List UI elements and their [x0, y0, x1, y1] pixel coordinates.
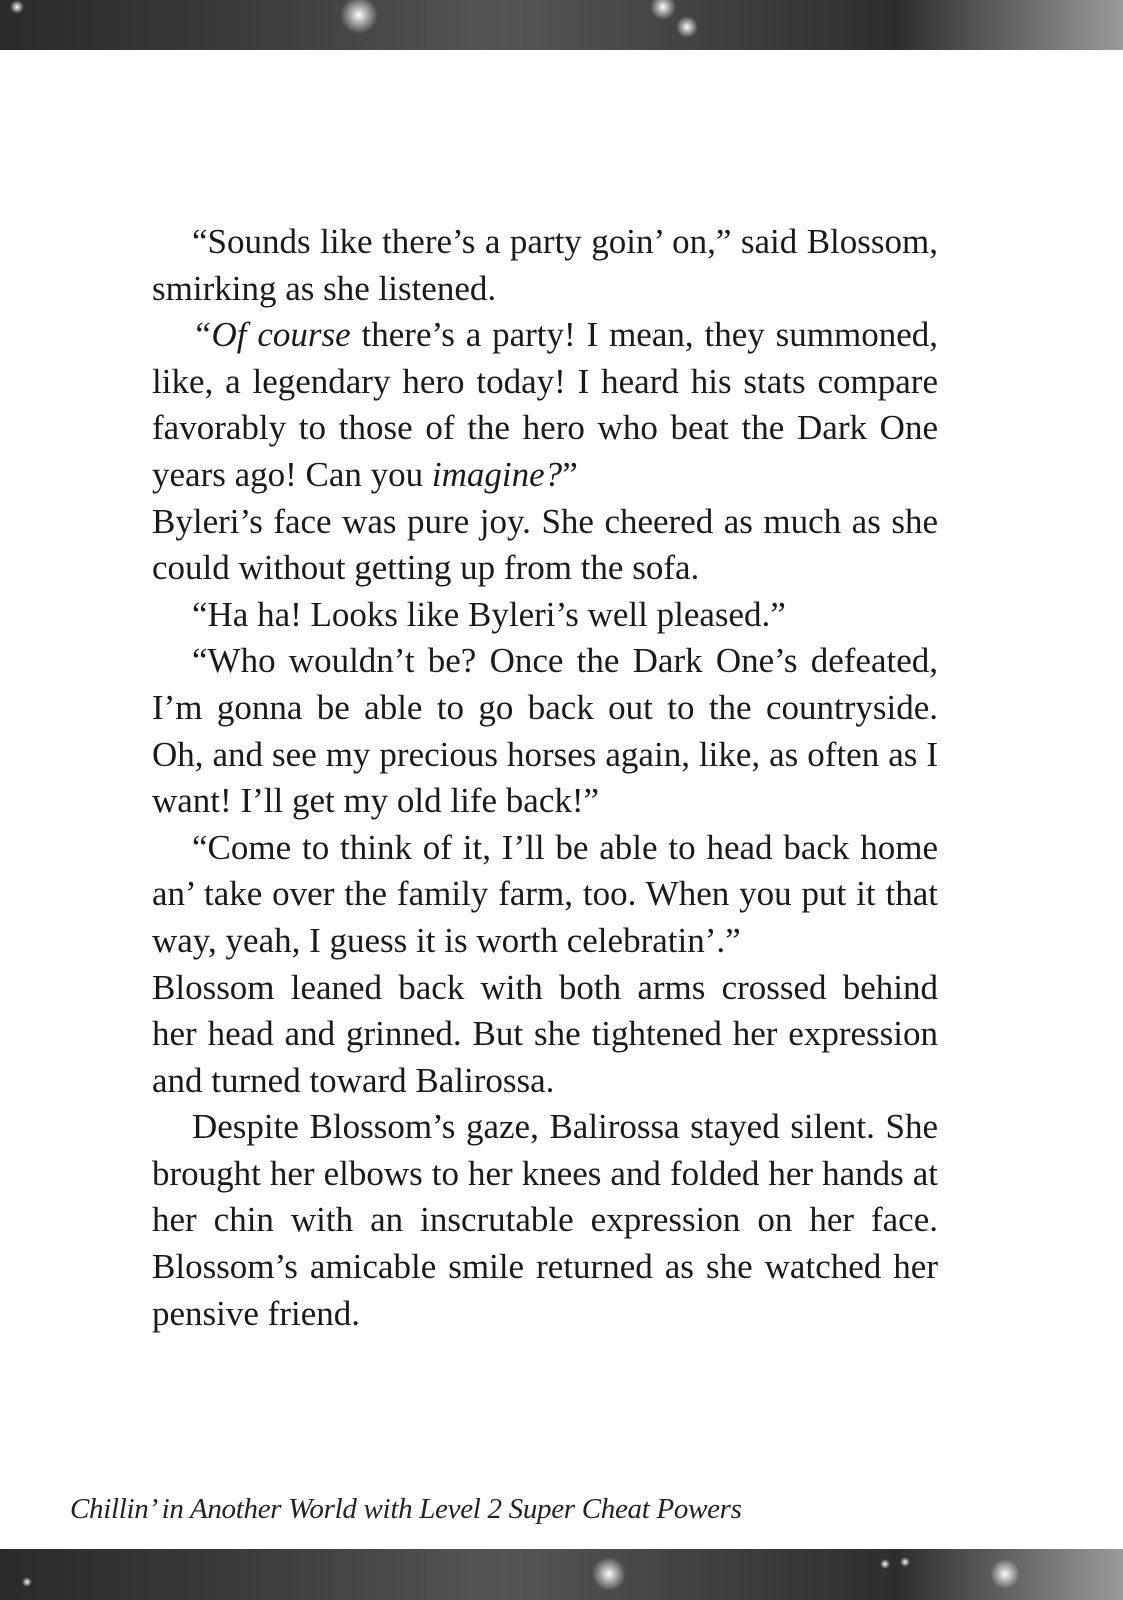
sparkle-decoration	[650, 0, 676, 20]
paragraph-text: “Who wouldn’t be? Once the Dark One’s defeated, I’m gonna be able to go back out to the countryside. Oh, and see my precious horses again, like, as often as I want! I’ll get my old life back!”	[152, 641, 938, 821]
emphasis-text: “Of course	[192, 315, 351, 355]
paragraph-text: there’s a party! I mean, they summoned, like, a legendary hero today! I heard his stats compare favorably to those of the hero who beat the Dark One years ago! Can you	[152, 315, 938, 494]
paragraph-text: ”	[562, 454, 578, 494]
sparkle-decoration	[22, 1577, 32, 1587]
sparkle-decoration	[880, 1559, 890, 1569]
sparkle-decoration	[990, 1559, 1020, 1589]
paragraph	[152, 219, 938, 312]
paragraph	[152, 499, 938, 592]
paragraph-text: “Come to think of it, I’ll be able to head back home an’ take over the family farm, too. When you put it that way, yeah, I guess it is worth celebratin’.”	[152, 827, 938, 960]
emphasis-text: imagine?	[431, 454, 563, 494]
paragraph	[152, 825, 938, 965]
bottom-decorative-band	[0, 1549, 1123, 1600]
sparkle-decoration	[592, 1557, 626, 1591]
paragraph-text: “Sounds like there’s a party goin’ on,” said Blossom, smirking as she listened.	[152, 222, 938, 308]
sparkle-decoration	[340, 0, 378, 34]
sparkle-decoration	[676, 16, 698, 38]
paragraph	[152, 592, 938, 639]
top-decorative-band	[0, 0, 1123, 50]
paragraph	[152, 638, 938, 824]
paragraph-text: Despite Blossom’s gaze, Balirossa stayed silent. She brought her elbows to her knees and folded her hands at her chin with an inscrutable expression on her face. Blossom’s amicable smile returned as she watched her pensive friend.	[152, 1107, 938, 1333]
sparkle-decoration	[900, 1557, 910, 1567]
paragraph-text: “Ha ha! Looks like Byleri’s well pleased.”	[192, 594, 786, 634]
paragraph-text: Blossom leaned back with both arms crossed behind her head and grinned. But she tightened her expression and turned toward Balirossa.	[152, 967, 938, 1100]
paragraph	[152, 312, 938, 498]
paragraph	[152, 1104, 938, 1337]
body-text	[152, 219, 938, 1337]
paragraph-text: Byleri’s face was pure joy. She cheered as much as she could without getting up from the sofa.	[152, 501, 938, 588]
sparkle-decoration	[10, 0, 24, 14]
paragraph	[152, 965, 938, 1105]
running-footer-title: Chillin’ in Another World with Level 2 Super Cheat Powers	[70, 1493, 742, 1525]
